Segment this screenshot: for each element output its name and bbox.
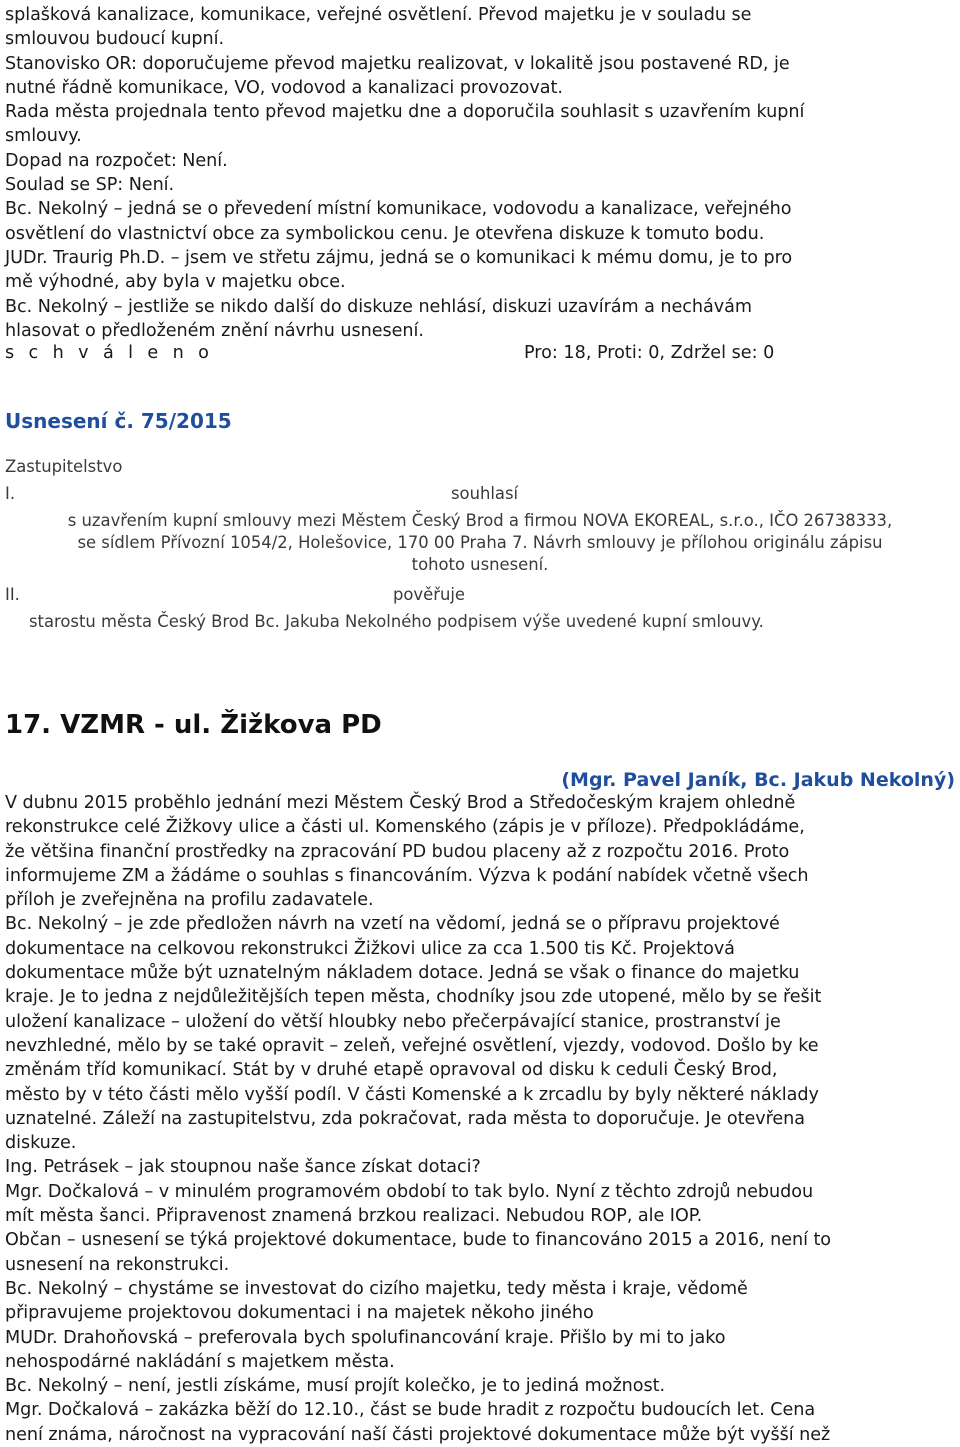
resolution-body: Zastupitelstvo <box>5 457 123 476</box>
vote-line <box>5 341 955 365</box>
section-presenters: (Mgr. Pavel Janík, Bc. Jakub Nekolný) <box>561 769 955 791</box>
vote-label: s c h v á l e n o <box>5 343 214 363</box>
section-discussion-text: V dubnu 2015 proběhlo jednání mezi Městem Český Brod a Středočeským krajem ohledně rekonstrukce celé Žižkovy ulice a části ul. Komenského (zápis je v příloze). Předpokládáme, že většina finanční prostředky na zpracování PD budou placeny až z rozpočtu 2016. Proto informujeme ZM a žádáme o souhlas s financováním. Výzva k podání nabídek včetně všech příloh je zveřejněna na profilu zadavatele. Bc. Nekolný – je zde předložen návrh na vzetí na vědomí, jedná se o přípravu projektové dokumentace na celkovou rekonstrukci Žižkovi ulice za cca 1.500 tis Kč. Projektová dokumentace může být uznatelným nákladem dotace. Jedná se však o finance do majetku kraje. Je to jedna z nejdůležitějších tepen města, chodníky jsou zde utopené, mělo by se řešit uložení kanalizace – uložení do větší hloubky nebo přečerpávající stanice, prostranství je nevzhledné, mělo by se také opravit – zeleň, veřejné osvětlení, vjezdy, vodovod. Došlo by ke změnám tříd komunikací. Stát by v druhé etapě opravoval od disku k ceduli Český Brod, město by v této části mělo vyšší podíl. V části Komenské a k zrcadlu by byly některé náklady uznatelné. Záleží na zastupitelstvu, zda pokračovat, rada města to doporučuje. Je otevřena diskuze. Ing. Petrásek – jak stoupnou naše šance získat dotaci? Mgr. Dočkalová – v minulém programovém období to tak bylo. Nyní z těchto zdrojů nebudou mít města šanci. Připravenost znamená brzkou realizaci. Nebudou ROP, ale IOP. Občan – usnesení se týká projektové dokumentace, bude to financováno 2015 a 2016, není to usnesení na rekonstrukci. Bc. Nekolný – chystáme se investovat do cizího majetku, tedy města i kraje, vědomě připravujeme projektovou dokumentaci i na majetek někoho jiného MUDr. Drahoňovská – preferovala bych spolufinancování kraje. Přišlo by mi to jako nehospodárné nakládání s majetkem města. Bc. Nekolný – není, jestli získáme, musí projít kolečko, je to jediná možnost. Mgr. Dočkalová – zakázka běží do 12.10., část se bude hradit z rozpočtu budoucích let. Cena není známa, náročnost na vypracování naší části projektové dokumentace může být vyšší než <box>5 793 832 1445</box>
discussion-text-top: splašková kanalizace, komunikace, veřejné osvětlení. Převod majetku je v souladu se smlouvou budoucí kupní. Stanovisko OR: doporučujeme převod majetku realizovat, v lokalitě jsou postavené RD, je nutné řádně komunikace, VO, vodovod a kanalizaci provozovat. Rada města projednala tento převod majetku dne a doporučila souhlasit s uzavřením kupní smlouvy. Dopad na rozpočet: Není. Soulad se SP: Není. Bc. Nekolný – jedná se o převedení místní komunikace, vodovodu a kanalizace, veřejného osvětlení do vlastnictví obce za symbolickou cenu. Je otevřena diskuze k tomuto bodu. JUDr. Traurig Ph.D. – jsem ve střetu zájmu, jedná se o komunikaci k mému domu, je to pro mě výhodné, aby byla v majetku obce. Bc. Nekolný – jestliže se nikdo další do diskuze nehlásí, diskuzi uzavírám a nechávám hlasovat o předloženém znění návrhu usnesení. <box>5 5 805 341</box>
item1-roman: I. <box>5 484 16 503</box>
item1-line2: se sídlem Přívozní 1054/2, Holešovice, 170 00 Praha 7. Návrh smlouvy je přílohou originálu zápisu <box>77 533 883 552</box>
item2-line1: starostu města Český Brod Bc. Jakuba Nekolného podpisem výše uvedené kupní smlouvy. <box>29 612 764 631</box>
resolution-number: Usnesení č. 75/2015 <box>5 409 232 433</box>
item1-line1: s uzavřením kupní smlouvy mezi Městem Český Brod a firmou NOVA EKOREAL, s.r.o., IČO 26738333, <box>67 511 893 530</box>
vote-result: Pro: 18, Proti: 0, Zdržel se: 0 <box>524 343 775 363</box>
item1-verb: souhlasí <box>451 484 519 503</box>
item1-line3: tohoto usnesení. <box>411 555 549 574</box>
item2-roman: II. <box>5 585 20 604</box>
section-heading: 17. VZMR - ul. Žižkova PD <box>5 710 382 740</box>
item2-verb: pověřuje <box>393 585 465 604</box>
item1-text <box>0 510 960 576</box>
